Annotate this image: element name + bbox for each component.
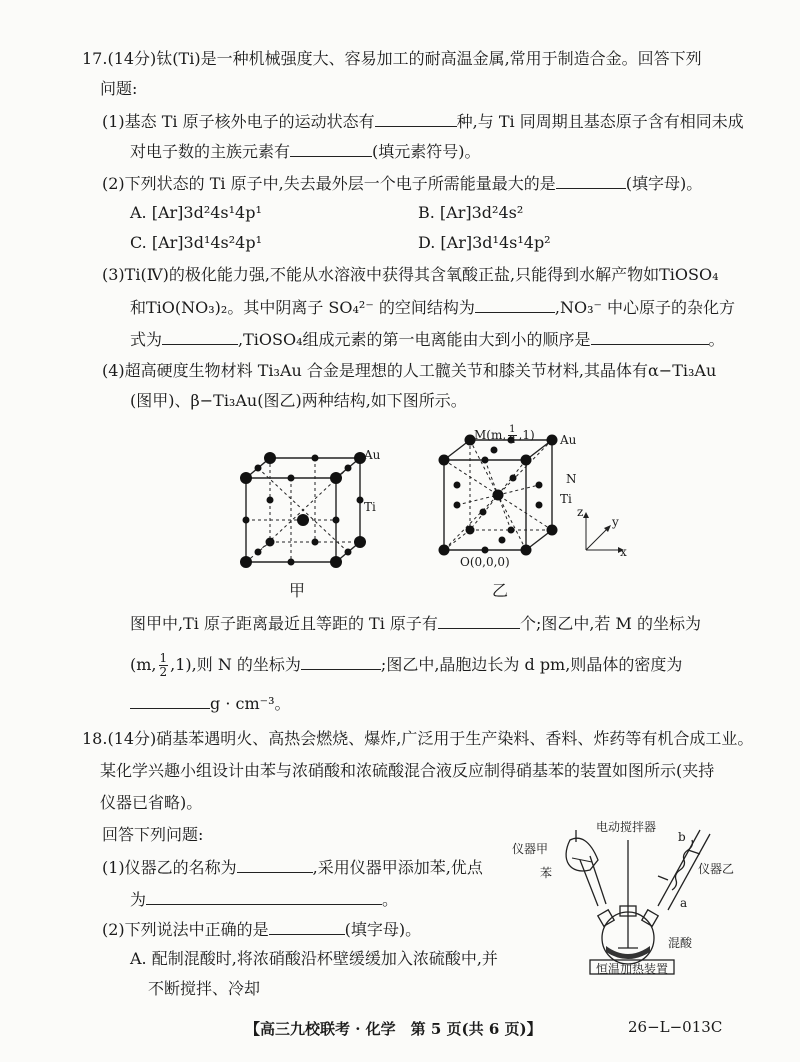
q18-prompt: 回答下列问题: <box>102 825 204 844</box>
answer-blank[interactable] <box>162 328 238 345</box>
nitration-apparatus-diagram <box>540 820 760 980</box>
label-m-point: M(m, $\frac{1}{2}$ ,1) <box>474 424 535 446</box>
q17-part3-line3: 式为 ,TiOSO₄组成元素的第一电离能由大到小的顺序是 。 <box>130 330 725 349</box>
label-benzene: 苯 <box>540 866 553 880</box>
answer-blank[interactable] <box>301 653 381 670</box>
label-instrument-jia: 仪器甲 <box>512 842 549 856</box>
answer-blank[interactable] <box>556 172 626 189</box>
q17-part4-question1: 图甲中,Ti 原子距离最近且等距的 Ti 原子有 个;图乙中,若 M 的坐标为 <box>130 614 701 633</box>
q18-part1-line1: (1)仪器乙的名称为 ,采用仪器甲添加苯,优点 <box>102 858 483 877</box>
q17-part2: (2)下列状态的 Ti 原子中,失去最外层一个电子所需能量最大的是 (填字母)。 <box>102 174 703 193</box>
q17-header: 17.(14分)钛(Ti)是一种机械强度大、容易加工的耐高温金属,常用于制造合金。回答下列 <box>82 49 702 68</box>
label-au-jia: Au <box>364 448 381 462</box>
crystal-figure-yi <box>428 430 578 570</box>
answer-blank[interactable] <box>146 888 382 905</box>
exam-code: 26−L−013C <box>628 1018 723 1036</box>
q17-part4-question3: g · cm⁻³。 <box>130 692 291 715</box>
answer-blank[interactable] <box>237 856 313 873</box>
answer-blank[interactable] <box>438 612 520 629</box>
label-mixed-acid: 混酸 <box>668 936 693 950</box>
label-stirrer: 电动搅拌器 <box>596 820 657 834</box>
axis-label-y: y <box>612 515 619 529</box>
answer-blank[interactable] <box>269 918 345 935</box>
q18-intro-line2: 某化学兴趣小组设计由苯与浓硝酸和浓硫酸混合液反应制得硝基苯的装置如图所示(夹持 <box>100 761 715 780</box>
q17-header-cont: 问题: <box>100 79 138 98</box>
q18-header: 18.(14分)硝基苯遇明火、高热会燃烧、爆炸,广泛用于生产染料、香料、炸药等有机合成工业。 <box>82 729 754 748</box>
label-origin: O(0,0,0) <box>460 555 510 569</box>
crystal-figure-jia <box>226 440 386 580</box>
q18-part1-line2: 为 。 <box>130 890 399 909</box>
label-au-yi: Au <box>560 433 577 447</box>
label-b: b <box>678 830 686 844</box>
q17-part4-question2: (m, $\frac{1}{2}$ ,1),则 N 的坐标为 ;图乙中,晶胞边长为 d pm,则晶体的密度为 <box>130 651 683 679</box>
axis-label-x: x <box>620 545 627 559</box>
q17-part3-line2: 和TiO(NO₃)₂。其中阴离子 SO₄²⁻ 的空间结构为 ,NO₃⁻ 中心原子的杂化方 <box>130 298 736 317</box>
q18-intro-line3: 仪器已省略)。 <box>100 793 203 812</box>
answer-blank[interactable] <box>475 296 555 313</box>
answer-blank[interactable] <box>375 110 457 127</box>
label-a: a <box>680 896 688 910</box>
answer-blank[interactable] <box>591 328 709 345</box>
q17-option-a: A. [Ar]3d²4s¹4p¹ <box>130 203 262 222</box>
label-ti-yi: Ti <box>560 492 572 506</box>
q17-part3-line1: (3)Ti(Ⅳ)的极化能力强,不能从水溶液中获得其含氧酸正盐,只能得到水解产物如TiOSO₄ <box>102 265 719 284</box>
label-n-point: N <box>566 472 577 486</box>
label-heater: 恒温加热装置 <box>596 962 669 976</box>
figure-caption-jia: 甲 <box>289 581 306 600</box>
q18-option-a-line2: 不断搅拌、冷却 <box>148 979 261 998</box>
q17-part1-line1: (1)基态 Ti 原子核外电子的运动状态有 种,与 Ti 同周期且基态原子含有相同未成 <box>102 112 744 131</box>
answer-blank[interactable] <box>130 692 210 709</box>
q17-option-b: B. [Ar]3d²4s² <box>418 203 524 222</box>
answer-blank[interactable] <box>290 140 372 157</box>
q17-part4-line1: (4)超高硬度生物材料 Ti₃Au 合金是理想的人工髋关节和膝关节材料,其晶体有α−Ti₃Au <box>102 361 717 380</box>
q17-option-c: C. [Ar]3d¹4s²4p¹ <box>130 233 263 252</box>
q17-part1-line2: 对电子数的主族元素有 (填元素符号)。 <box>130 142 481 161</box>
label-ti-jia: Ti <box>364 500 376 514</box>
axis-label-z: z <box>577 505 584 519</box>
q18-part2: (2)下列说法中正确的是 (填字母)。 <box>102 920 422 939</box>
label-instrument-yi: 仪器乙 <box>698 862 735 876</box>
q18-option-a-line1: A. 配制混酸时,将浓硝酸沿杯壁缓缓加入浓硫酸中,并 <box>130 949 498 968</box>
figure-caption-yi: 乙 <box>492 581 509 600</box>
q17-option-d: D. [Ar]3d¹4s¹4p² <box>418 233 551 252</box>
page-footer: 【高三九校联考 · 化学 第 5 页(共 6 页)】 <box>245 1020 542 1038</box>
q17-part4-line2: (图甲)、β−Ti₃Au(图乙)两种结构,如下图所示。 <box>130 391 467 410</box>
